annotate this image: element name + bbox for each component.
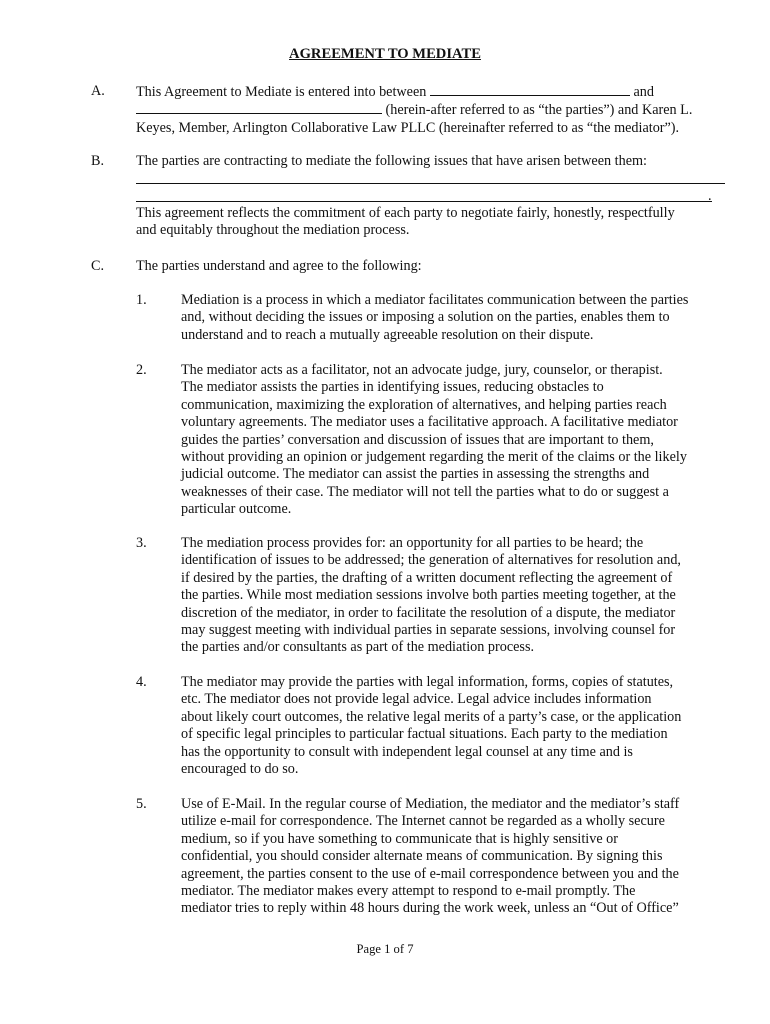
item-3-text xyxy=(181,535,681,657)
text-line: may suggest meeting with individual parties in separate sessions, involving counsel for xyxy=(181,622,676,639)
text-line: The mediation process provides for: an opportunity for all parties to be heard; the xyxy=(181,535,644,551)
text-line: judicial outcome. The mediator can assist the parties in assessing the strengths and xyxy=(181,466,650,483)
text-line: mediator tries to reply within 48 hours during the work week, unless an “Out of Office” xyxy=(181,900,679,917)
text-line: discretion of the mediator, in order to facilitate the resolution of a dispute, the mediator xyxy=(181,604,676,621)
issues-blank-line-2[interactable] xyxy=(136,201,712,202)
text-line: utilize e-mail for correspondence. The Internet cannot be regarded as a wholly secure xyxy=(181,813,665,830)
section-a-line1-prefix: This Agreement to Mediate is entered into between xyxy=(136,84,427,100)
text-line: guides the parties’ conversation and discussion of issues that are important to them, xyxy=(181,431,654,448)
item-3-number: 3. xyxy=(136,535,147,551)
issues-blank-end: . xyxy=(708,188,712,204)
text-line: without providing an opinion or judgement regarding the merit of the claims or the likely xyxy=(181,449,687,466)
text-line: This agreement reflects the commitment of each party to negotiate fairly, honestly, respectfully xyxy=(136,205,675,221)
section-a-line2-suffix: (herein-after referred to as “the parties”) and Karen L. xyxy=(385,102,693,119)
text-line: mediator. The mediator makes every attempt to respond to e-mail promptly. The xyxy=(181,883,636,900)
party-one-blank[interactable] xyxy=(430,83,630,96)
section-a-line3: Keyes, Member, Arlington Collaborative Law PLLC (hereinafter referred to as “the mediator”). xyxy=(136,119,680,136)
section-b-intro: The parties are contracting to mediate the following issues that have arisen between them: xyxy=(136,153,647,169)
text-line: agreement, the parties consent to the use of e-mail correspondence between you and the xyxy=(181,865,679,882)
issues-blank-line-1[interactable] xyxy=(136,183,725,184)
section-b-marker: B. xyxy=(91,153,105,169)
section-a-text xyxy=(136,83,692,137)
text-line: the parties and/or consultants as part of the mediation process. xyxy=(181,639,535,656)
text-line: encouraged to do so. xyxy=(181,761,299,778)
section-a-marker: A. xyxy=(91,83,105,99)
text-line: communication, maximizing the exploration of alternatives, and helping parties reach xyxy=(181,396,667,413)
text-line: confidential, you should consider alternate means of communication. By signing this xyxy=(181,848,663,865)
text-line: particular outcome. xyxy=(181,501,292,518)
item-1-text xyxy=(181,292,688,344)
text-line: The mediator assists the parties in identifying issues, reducing obstacles to xyxy=(181,379,604,396)
text-line: about likely court outcomes, the relative legal merits of a party’s case, or the application xyxy=(181,708,682,725)
item-5-number: 5. xyxy=(136,796,147,812)
page-number: Page 1 of 7 xyxy=(356,942,414,956)
item-5-text xyxy=(181,796,679,918)
text-line: Use of E-Mail. In the regular course of Mediation, the mediator and the mediator’s staff xyxy=(181,796,680,812)
text-line: etc. The mediator does not provide legal advice. Legal advice includes information xyxy=(181,691,652,708)
item-4-number: 4. xyxy=(136,674,147,690)
text-line: the parties. While most mediation sessions involve both parties meeting together, at the xyxy=(181,587,676,604)
party-two-blank[interactable] xyxy=(136,101,382,114)
text-line: has the opportunity to consult with independent legal counsel at any time and is xyxy=(181,743,633,760)
text-line: of specific legal principles to particular factual situations. Each party to the mediation xyxy=(181,726,668,743)
section-b-commitment xyxy=(136,205,675,240)
section-c-intro: The parties understand and agree to the following: xyxy=(136,258,422,274)
text-line: Mediation is a process in which a mediator facilitates communication between the parties xyxy=(181,292,689,308)
text-line: understand and to reach a mutually agreeable resolution on their dispute. xyxy=(181,326,594,343)
text-line: and equitably throughout the mediation process. xyxy=(136,222,410,239)
item-1-number: 1. xyxy=(136,292,147,308)
item-4-text xyxy=(181,674,681,778)
text-line: if desired by the parties, the drafting of a written document reflecting the agreement of xyxy=(181,569,673,586)
text-line: The mediator may provide the parties with legal information, forms, copies of statutes, xyxy=(181,674,674,690)
text-line: voluntary agreements. The mediator uses a facilitative approach. A facilitative mediator xyxy=(181,414,678,431)
item-2-text xyxy=(181,362,687,519)
text-line: weaknesses of their case. The mediator will not tell the parties what to do or suggest a xyxy=(181,483,669,500)
text-line: and, without deciding the issues or imposing a solution on the parties, enables them to xyxy=(181,309,670,326)
text-line: identification of issues to be addressed; the generation of alternatives for resolution and, xyxy=(181,552,681,569)
text-line: The mediator acts as a facilitator, not an advocate judge, jury, counselor, or therapist. xyxy=(181,362,663,378)
section-a-line1-suffix: and xyxy=(633,84,654,100)
document-title: AGREEMENT TO MEDIATE xyxy=(289,46,481,62)
item-2-number: 2. xyxy=(136,362,147,378)
text-line: medium, so if you have something to communicate that is highly sensitive or xyxy=(181,830,618,847)
section-c-marker: C. xyxy=(91,258,105,274)
